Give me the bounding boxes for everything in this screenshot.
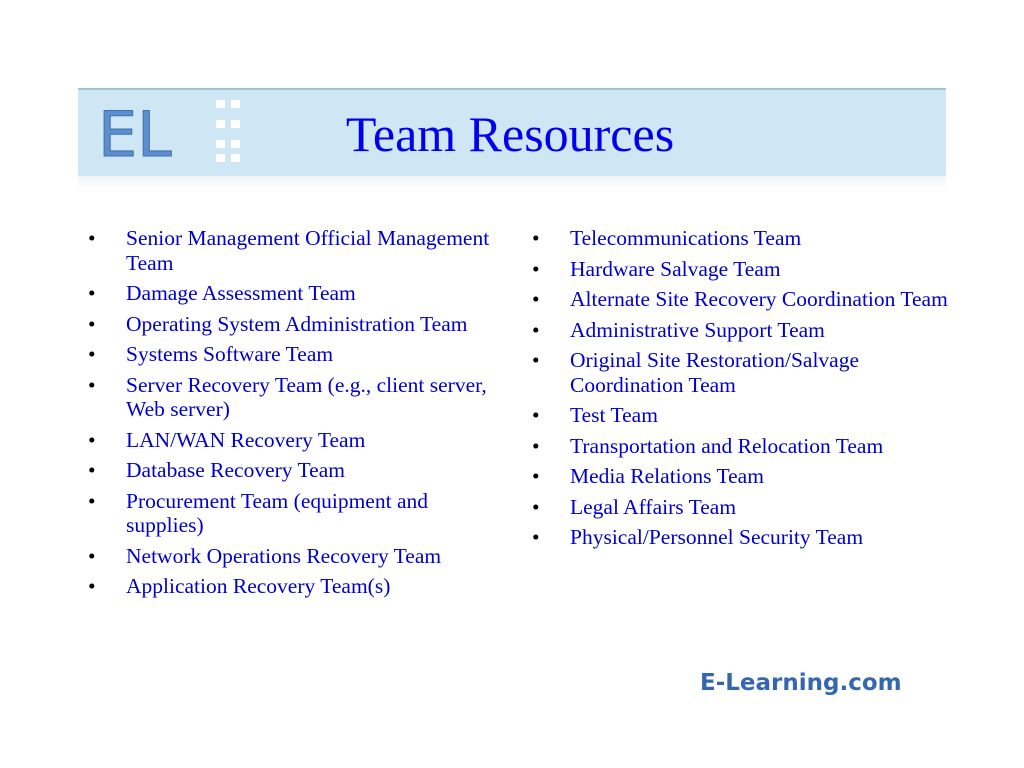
list-item: • Legal Affairs Team [532, 495, 952, 520]
list-item: • Server Recovery Team (e.g., client server, Web server) [88, 373, 508, 422]
svg-text:EL: EL [98, 100, 172, 164]
list-item: • Physical/Personnel Security Team [532, 525, 952, 550]
list-item: • Original Site Restoration/Salvage Coordination Team [532, 348, 952, 397]
banner-shadow [78, 176, 946, 190]
list-item: • Senior Management Official Management Team [88, 226, 508, 275]
list-item: • Application Recovery Team(s) [88, 574, 508, 599]
list-item: • Hardware Salvage Team [532, 257, 952, 282]
right-team-list [532, 226, 952, 556]
list-item: • Alternate Site Recovery Coordination Team [532, 287, 952, 312]
svg-text:E-Learning.com: E-Learning.com [700, 670, 902, 696]
list-item: • Network Operations Recovery Team [88, 544, 508, 569]
list-item: • Operating System Administration Team [88, 312, 508, 337]
list-item: • LAN/WAN Recovery Team [88, 428, 508, 453]
list-item: • Test Team [532, 403, 952, 428]
e-learning-logo [698, 663, 938, 699]
list-item: • Administrative Support Team [532, 318, 952, 343]
list-item: • Damage Assessment Team [88, 281, 508, 306]
el-logo-icon [96, 100, 186, 164]
list-item: • Telecommunications Team [532, 226, 952, 251]
left-team-list [88, 226, 508, 605]
list-item: • Systems Software Team [88, 342, 508, 367]
page-title: Team Resources [345, 106, 675, 162]
list-item: • Database Recovery Team [88, 458, 508, 483]
list-item: • Procurement Team (equipment and supplies) [88, 489, 508, 538]
list-item: • Media Relations Team [532, 464, 952, 489]
list-item: • Transportation and Relocation Team [532, 434, 952, 459]
